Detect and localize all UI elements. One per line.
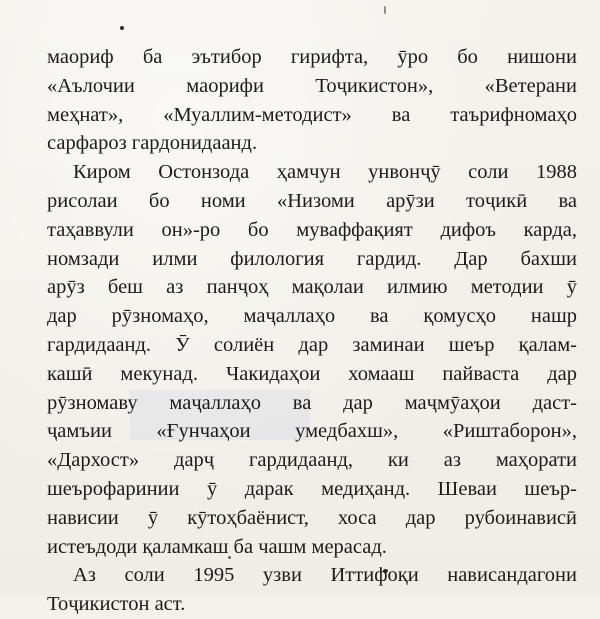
- paragraph-1: [47, 43, 577, 158]
- text-line: гардидаанд. Ӯ солиён дар заминаи шеър қалам-: [47, 333, 577, 356]
- ink-speck: [120, 26, 124, 30]
- text-line: ҷамъии «Ғунчаҳои умедбахш», «Риштаборон»,: [47, 420, 577, 443]
- text-line: маориф ба эътибор гирифта, ӯро бо нишони: [47, 46, 577, 68]
- text-line: номзади илми филология гардид. Дар бахши: [47, 247, 577, 270]
- paragraph-2: [47, 158, 577, 561]
- paragraph-3: [47, 561, 577, 619]
- text-line: таҳаввули он»-ро бо муваффақият дифоъ карда,: [47, 218, 577, 241]
- text-line: сарфароз гардонидаанд.: [47, 132, 258, 155]
- text-line: рисолаи бо номи «Низоми арӯзи тоҷикӣ ва: [47, 189, 577, 212]
- text-line: меҳнат», «Муаллим-методист» ва таърифномаҳо: [47, 103, 577, 126]
- text-line: дар рӯзномаҳо, маҷаллаҳо ва қомусҳо нашр: [47, 305, 577, 328]
- text-line: рӯзномаву маҷаллаҳо ва дар маҷмӯаҳои даст-: [47, 391, 577, 414]
- text-line: «Дархост» дарҷ гардидаанд, ки аз маҳорати: [47, 449, 577, 472]
- text-line: Киром Остонзода ҳамчун унвонҷӯ соли 1988: [73, 161, 577, 184]
- text-line: арӯз беш аз панҷоҳ мақолаи илмию методии ӯ: [47, 276, 577, 299]
- body-text: [47, 43, 577, 619]
- text-line: «Аълочии маорифи Тоҷикистон», «Ветерани: [47, 74, 577, 97]
- ink-speck: [384, 6, 386, 14]
- text-line: шеърофаринии ӯ дарак медиҳанд. Шеваи шеър-: [47, 477, 577, 500]
- text-line: кашӣ мекунад. Чакидаҳои хомааш пайваста дар: [47, 362, 577, 385]
- text-line: Аз соли 1995 узви Иттифоқи нависандагони: [73, 564, 577, 587]
- text-line: истеъдоди қаламкаш ба чашм мерасад.: [47, 535, 387, 558]
- text-line: нависии ӯ кӯтоҳбаёнист, хоса дар рубоинависӣ: [47, 506, 577, 529]
- text-line: Тоҷикистон аст.: [47, 593, 186, 616]
